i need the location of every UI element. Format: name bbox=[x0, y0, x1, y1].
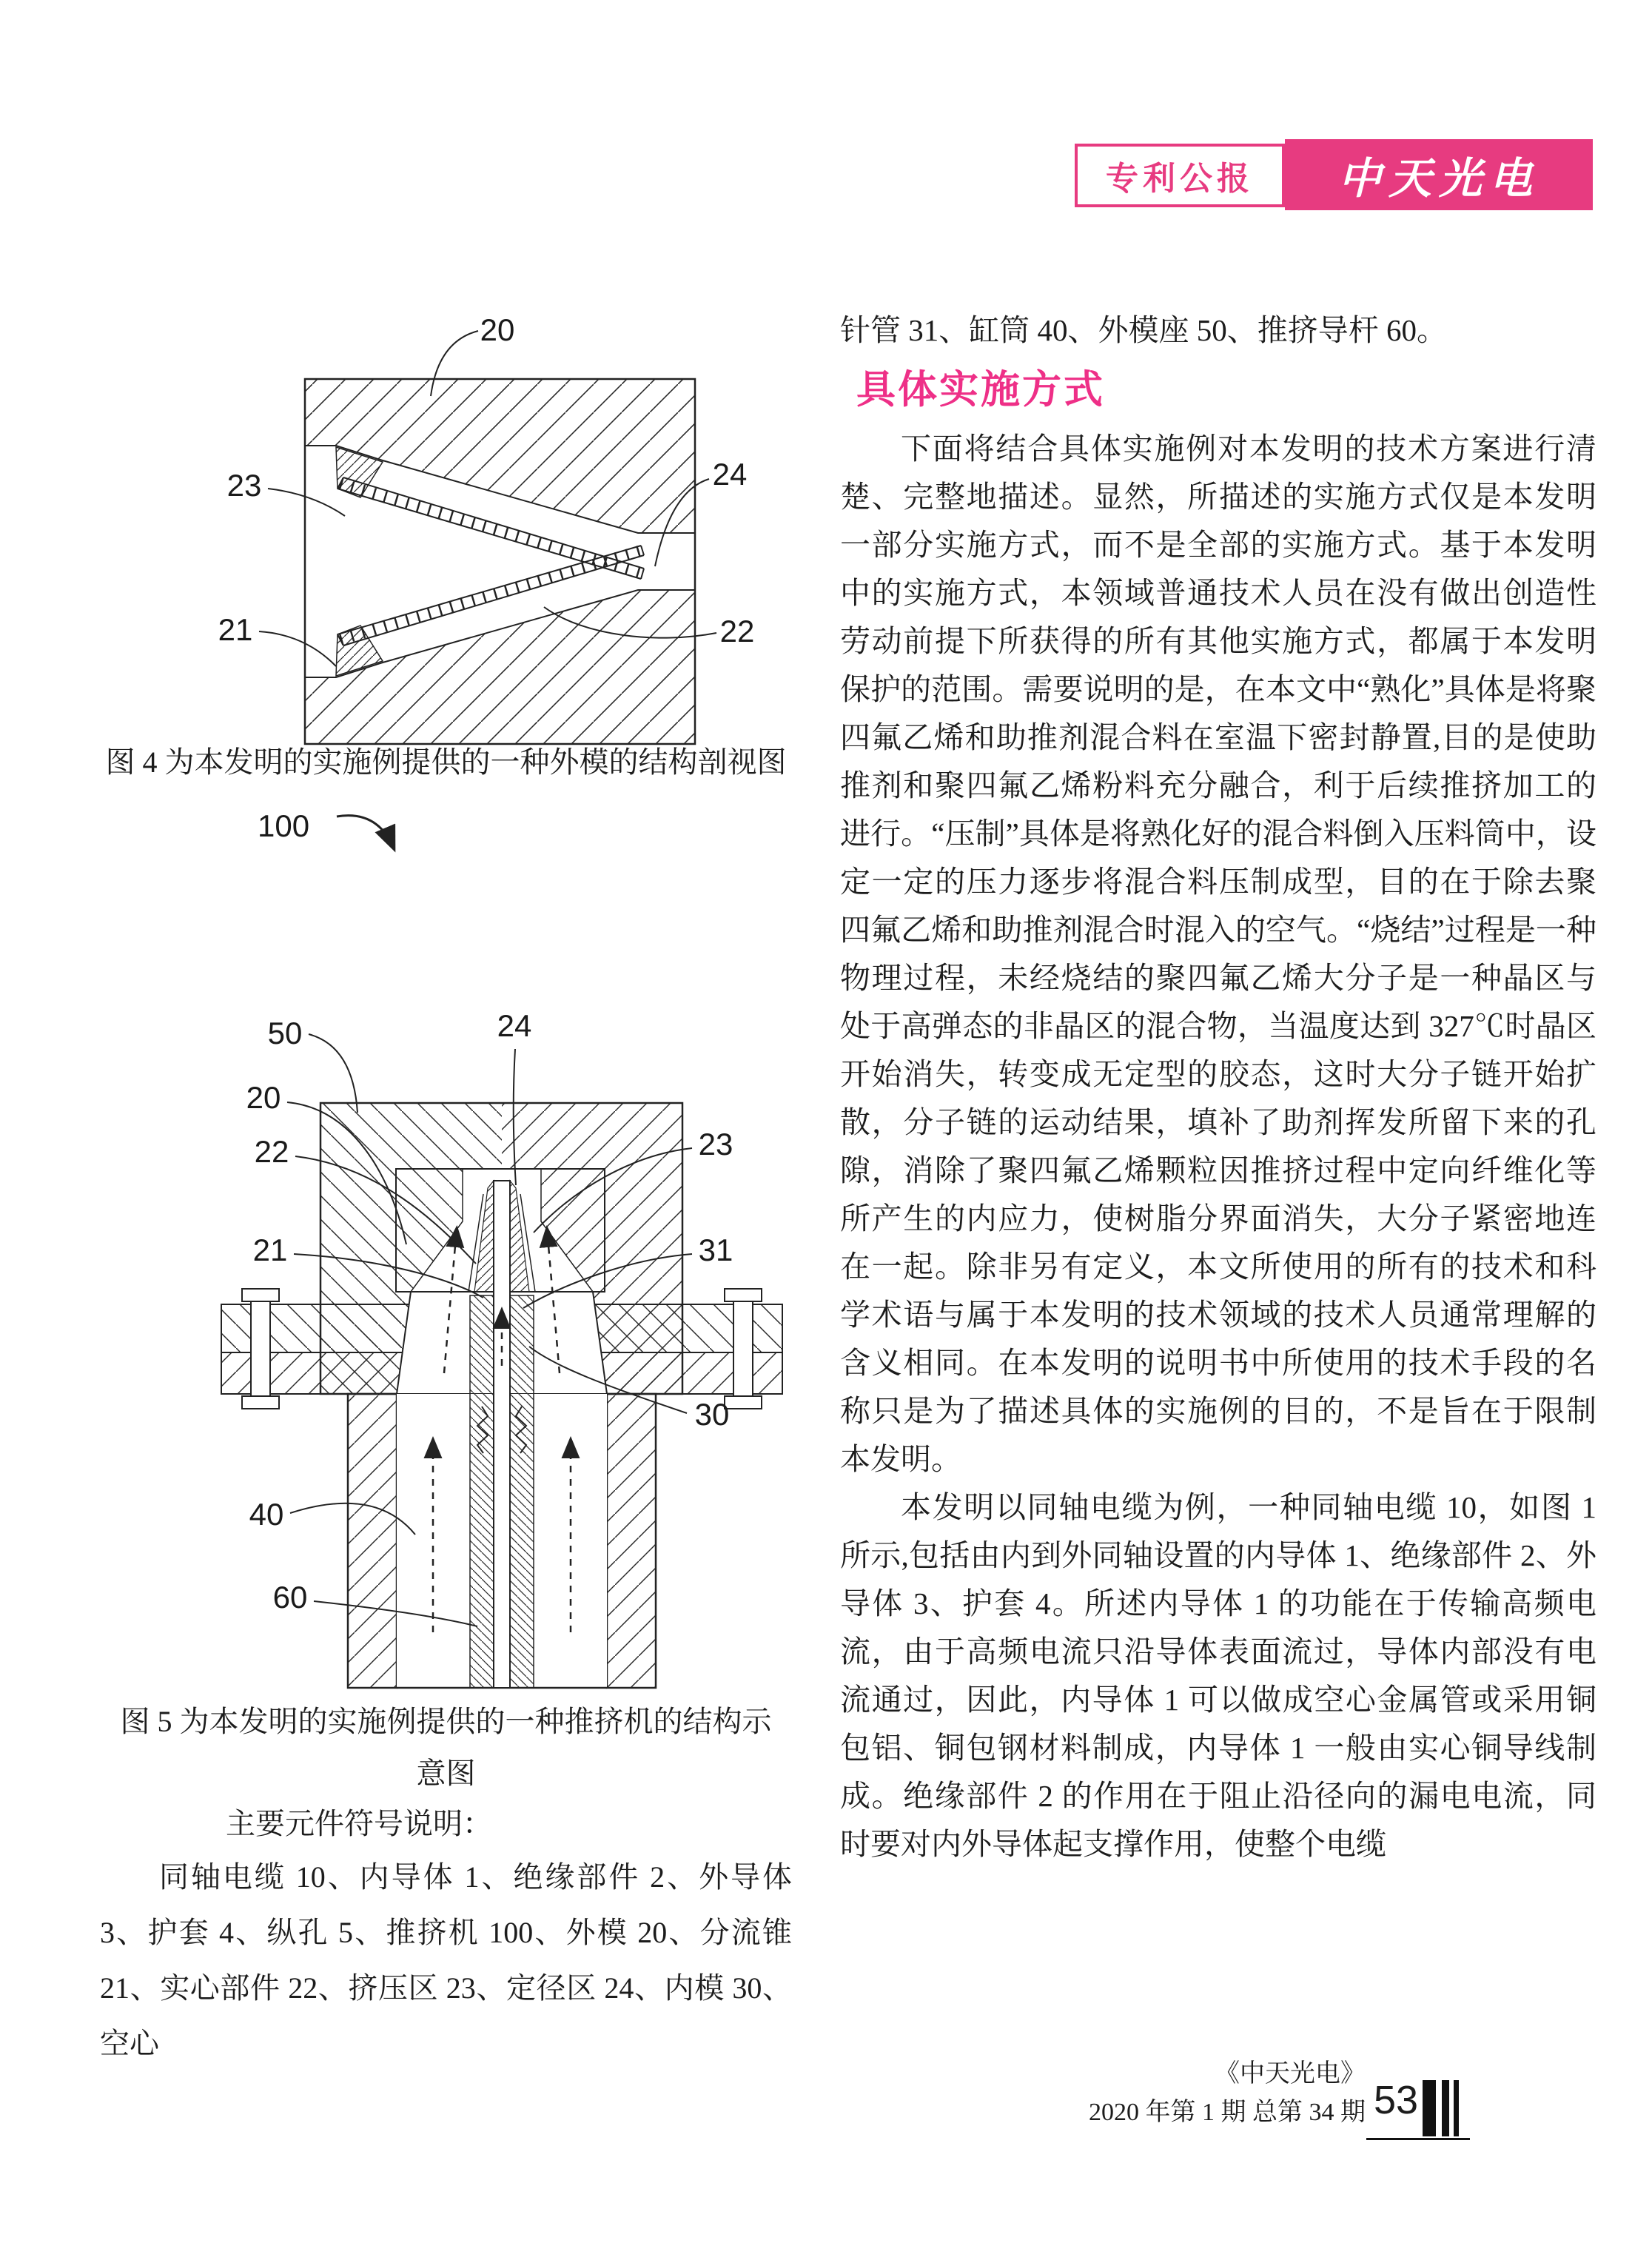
footer-journal: 《中天光电》 bbox=[1215, 2060, 1366, 2088]
figure5-label-24: 24 bbox=[497, 1008, 532, 1043]
figure5-label-40: 40 bbox=[249, 1497, 284, 1532]
figure4-label-21: 21 bbox=[218, 612, 253, 647]
continuation-line: 针管 31、缸筒 40、外模座 50、推挤导杆 60。 bbox=[840, 313, 1447, 347]
page-number: 53 bbox=[1374, 2078, 1419, 2122]
figure4-label-23: 23 bbox=[226, 468, 262, 503]
figure4-label-22: 22 bbox=[719, 614, 755, 648]
figure5-pointer bbox=[237, 783, 437, 868]
figure5-drawing bbox=[189, 922, 788, 1695]
figure5-label-21: 21 bbox=[252, 1233, 288, 1267]
figure4-label-20: 20 bbox=[480, 312, 515, 347]
footer-rule bbox=[1366, 2138, 1470, 2140]
body-text bbox=[840, 425, 1596, 1868]
figure5-pointer-label: 100 bbox=[258, 808, 310, 843]
figure5-label-60: 60 bbox=[272, 1580, 308, 1615]
footer-citation bbox=[1066, 2055, 1366, 2132]
figure4-drawing bbox=[200, 300, 785, 748]
barrel-wall-left bbox=[348, 1394, 397, 1688]
brand-logo-text: 中天光电 bbox=[1337, 155, 1539, 203]
core-column-right bbox=[510, 1295, 534, 1688]
core-column-left bbox=[470, 1295, 494, 1688]
page-number-bars-icon bbox=[1423, 2080, 1459, 2136]
center-channel bbox=[494, 1181, 510, 1688]
footer-issue: 2020 年第 1 期 总第 34 期 bbox=[1089, 2099, 1366, 2126]
figure4-label-24: 24 bbox=[712, 457, 748, 492]
symbols-title: 主要元件符号说明： bbox=[226, 1807, 492, 1840]
figure5-caption-line2: 意图 bbox=[416, 1757, 476, 1790]
brand-banner bbox=[1285, 139, 1593, 210]
figure5-label-23: 23 bbox=[698, 1127, 733, 1161]
paragraph-2: 本发明以同轴电缆为例，一种同轴电缆 10，如图 1 所示,包括由内到外同轴设置的内导体 1、绝缘部件 2、外导体 3、护套 4。所述内导体 1 的功能在于传输高频电流，由于高频电流只沿导体表面流过，导体内部没有电流通过，因此，内导体 1 可以做成空心金属管或采用铜包铝、铜包钢材料制成，内导体 1 一般由实心铜导线制成。绝缘部件 2 的作用在于阻止沿径向的漏电电流，同时要对内外导体起支撑作用，使整个电缆 bbox=[840, 1490, 1596, 1861]
figure5-label-30: 30 bbox=[694, 1397, 730, 1432]
figure5-label-50: 50 bbox=[267, 1016, 303, 1050]
barrel-wall-right bbox=[607, 1394, 656, 1688]
figure5-caption-line1: 图 5 为本发明的实施例提供的一种推挤机的结构示 bbox=[120, 1705, 772, 1738]
gazette-badge bbox=[1075, 144, 1285, 207]
paragraph-1: 下面将结合具体实施例对本发明的技术方案进行清楚、完整地描述。显然，所描述的实施方式仅是本发明一部分实施方式，而不是全部的实施方式。基于本发明中的实施方式，本领域普通技术人员在没有做出创造性劳动前提下所获得的所有其他实施方式，都属于本发明保护的范围。需要说明的是，在本文中“熟化”具体是将聚四氟乙烯和助推剂混合料在室温下密封静置,目的是使助推剂和聚四氟乙烯粉料充分融合，利于后续推挤加工的进行。“压制”具体是将熟化好的混合料倒入压料筒中，设定一定的压力逐步将混合料压制成型，目的在于除去聚四氟乙烯和助推剂混合时混入的空气。“烧结”过程是一种物理过程，未经烧结的聚四氟乙烯大分子是一种晶区与处于高弹态的非晶区的混合物，当温度达到 327℃时晶区开始消失，转变成无定型的胶态，这时大分子链开始扩散，分子链的运动结果，填补了助剂挥发所留下来的孔隙，消除了聚四氟乙烯颗粒因推挤过程中定向纤维化等所产生的内应力，使树脂分界面消失，大分子紧密地连在一起。除非另有定义，本文所使用的所有的技术和科学术语与属于本发明的技术领域的技术人员通常理解的含义相同。在本发明的说明书中所使用的技术手段的名称只是为了描述具体的实施例的目的，不是旨在于限制本发明。 bbox=[840, 432, 1596, 1476]
figure5-label-20: 20 bbox=[246, 1080, 281, 1115]
figure5-label-31: 31 bbox=[698, 1233, 733, 1267]
section-heading: 具体实施方式 bbox=[856, 369, 1105, 412]
symbols-list: 同轴电缆 10、内导体 1、绝缘部件 2、外导体 3、护套 4、纵孔 5、推挤机 100、外模 20、分流锥 21、实心部件 22、挤压区 23、定径区 24、内模 30、空心 bbox=[100, 1860, 792, 2060]
gazette-badge-label: 专利公报 bbox=[1106, 161, 1254, 197]
figure4-caption: 图 4 为本发明的实施例提供的一种外模的结构剖视图 bbox=[105, 745, 787, 779]
figure5-label-22: 22 bbox=[254, 1134, 289, 1169]
